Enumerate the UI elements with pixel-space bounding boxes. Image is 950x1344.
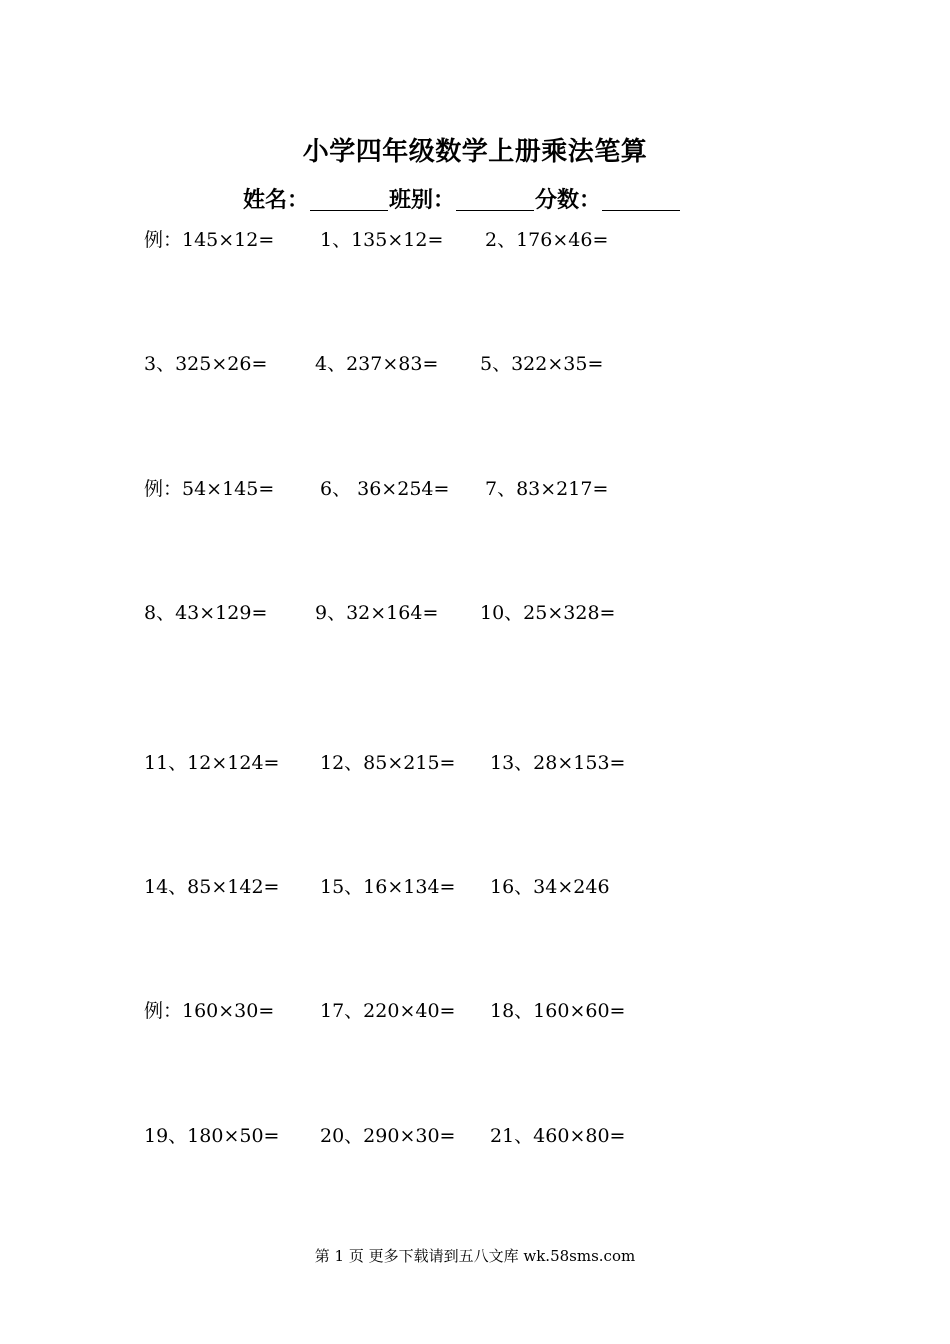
problem-item: 7、83×217= — [485, 478, 609, 500]
problem-item: 20、290×30= — [320, 1125, 456, 1147]
problem-row — [0, 474, 950, 504]
student-info-line — [243, 183, 681, 214]
problem-item: 21、460×80= — [490, 1125, 626, 1147]
score-blank[interactable] — [602, 188, 680, 211]
problem-item: 15、16×134= — [320, 876, 456, 898]
problem-row — [0, 872, 950, 902]
problem-item: 1、135×12= — [320, 229, 444, 251]
class-label: 班别： — [389, 188, 456, 213]
problem-row — [0, 1121, 950, 1151]
problem-item: 10、25×328= — [480, 602, 616, 624]
problem-item: 6、 36×254= — [320, 478, 450, 500]
name-label: 姓名： — [243, 188, 310, 213]
problem-item: 19、180×50= — [144, 1125, 280, 1147]
problem-item: 18、160×60= — [490, 1000, 626, 1022]
problem-row — [0, 225, 950, 255]
problem-row — [0, 598, 950, 628]
problem-item: 3、325×26= — [144, 353, 268, 375]
name-blank[interactable] — [310, 188, 388, 211]
page-title: 小学四年级数学上册乘法笔算 — [302, 137, 648, 167]
problem-item: 13、28×153= — [490, 752, 626, 774]
problem-item: 4、237×83= — [315, 353, 439, 375]
page-footer: 第 1 页 更多下载请到五八文库 wk.58sms.com — [314, 1247, 636, 1265]
problem-item: 2、176×46= — [485, 229, 609, 251]
problem-item: 14、85×142= — [144, 876, 280, 898]
problem-item: 例：145×12= — [144, 229, 275, 251]
problem-item: 9、32×164= — [315, 602, 439, 624]
problem-row — [0, 996, 950, 1026]
problem-item: 8、43×129= — [144, 602, 268, 624]
problem-row — [0, 349, 950, 379]
problem-item: 11、12×124= — [144, 752, 280, 774]
problem-item: 12、85×215= — [320, 752, 456, 774]
problem-item: 17、220×40= — [320, 1000, 456, 1022]
problem-row — [0, 748, 950, 778]
score-label: 分数： — [535, 188, 602, 213]
problem-item: 5、322×35= — [480, 353, 604, 375]
problem-item: 例：160×30= — [144, 1000, 275, 1022]
problem-item: 16、34×246 — [490, 876, 610, 898]
class-blank[interactable] — [456, 188, 534, 211]
problem-item: 例：54×145= — [144, 478, 275, 500]
